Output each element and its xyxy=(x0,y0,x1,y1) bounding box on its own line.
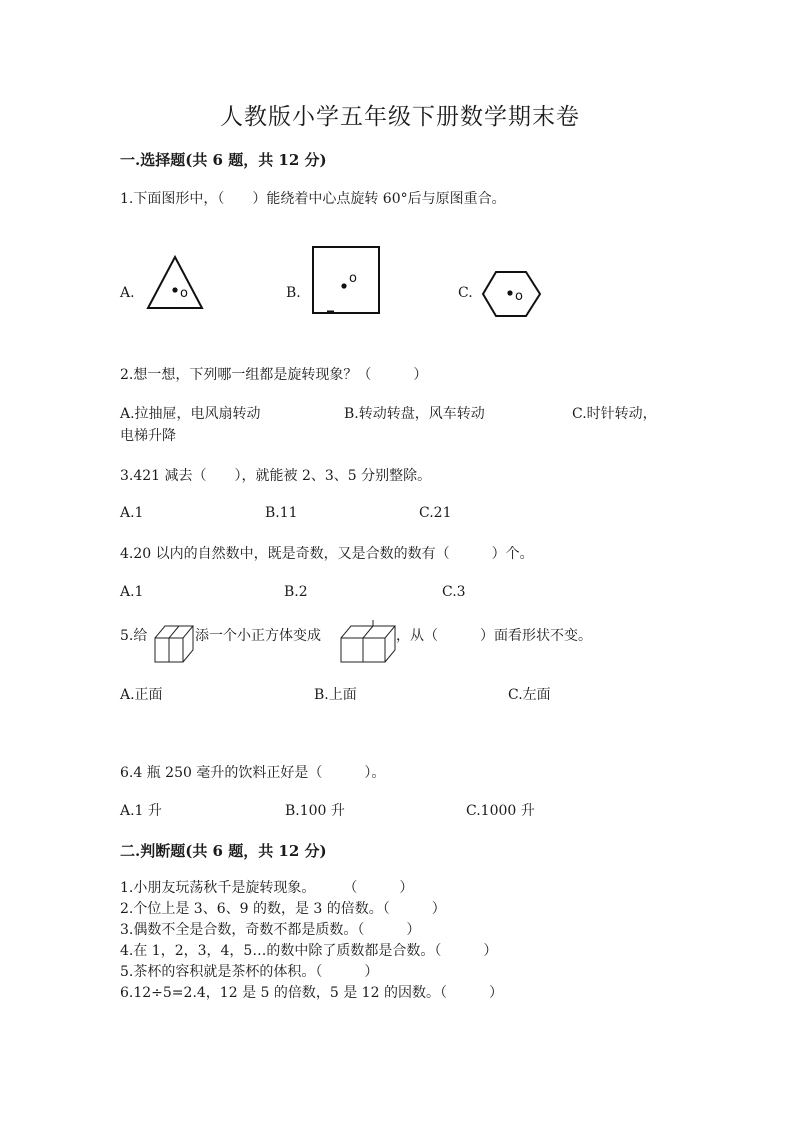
q2-option-a[interactable]: A.拉抽屉，电风扇转动 xyxy=(120,406,261,422)
q5-option-a[interactable]: A.正面 xyxy=(120,687,163,703)
q5-cube-pair-figure xyxy=(154,620,194,664)
judge-item-3[interactable]: 3.偶数不全是合数，奇数不都是质数。（ ） xyxy=(120,922,421,938)
judge-item-5[interactable]: 5.茶杯的容积就是茶杯的体积。（ ） xyxy=(120,964,379,980)
q1-option-b-label[interactable]: B. xyxy=(286,285,301,301)
question-4-text: 4.20 以内的自然数中，既是奇数，又是合数的数有（ ）个。 xyxy=(120,546,534,562)
q1-option-c-label[interactable]: C. xyxy=(458,285,473,301)
question-5-text-start: 5.给 xyxy=(120,628,148,644)
q5-cube-group-figure xyxy=(340,620,396,664)
question-5-text-middle: 添一个小正方体变成 xyxy=(195,628,321,644)
judge-item-1[interactable]: 1.小朋友玩荡秋千是旋转现象。 （ ） xyxy=(120,880,414,896)
q1-b-mark: o xyxy=(349,271,357,286)
q1-hexagon-figure[interactable] xyxy=(482,270,542,320)
section-heading-choice: 一.选择题(共 6 题，共 12 分) xyxy=(120,151,327,169)
q1-a-mark: o xyxy=(180,286,188,301)
judge-item-6[interactable]: 6.12÷5=2.4，12 是 5 的倍数，5 是 12 的因数。（ ） xyxy=(120,985,503,1001)
q1-c-mark: o xyxy=(515,289,523,304)
q4-option-a[interactable]: A.1 xyxy=(120,584,144,600)
q6-option-c[interactable]: C.1000 升 xyxy=(466,803,535,819)
q2-option-b[interactable]: B.转动转盘，风车转动 xyxy=(344,406,485,422)
q4-option-c[interactable]: C.3 xyxy=(442,584,466,600)
q2-option-c[interactable]: C.时针转动， xyxy=(572,406,657,422)
q1-option-a-label[interactable]: A. xyxy=(120,285,135,301)
question-2-text: 2.想一想，下列哪一组都是旋转现象？（ ） xyxy=(120,367,428,383)
judge-item-4[interactable]: 4.在 1，2，3，4，5…的数中除了质数都是合数。（ ） xyxy=(120,943,498,959)
q4-option-b[interactable]: B.2 xyxy=(284,584,308,600)
question-5-text-end: ，从（ ）面看形状不变。 xyxy=(396,628,592,644)
page-title: 人教版小学五年级下册数学期末卷 xyxy=(220,104,580,130)
q2-option-c-continued: 电梯升降 xyxy=(120,428,176,444)
q5-option-c[interactable]: C.左面 xyxy=(508,687,551,703)
section-heading-judgement: 二.判断题(共 6 题，共 12 分) xyxy=(120,842,327,860)
q1-square-figure[interactable] xyxy=(312,246,382,316)
q6-option-b[interactable]: B.100 升 xyxy=(285,803,345,819)
q3-option-a[interactable]: A.1 xyxy=(120,505,144,521)
q3-option-b[interactable]: B.11 xyxy=(265,505,298,521)
question-6-text: 6.4 瓶 250 毫升的饮料正好是（ ）。 xyxy=(120,765,386,781)
q3-option-c[interactable]: C.21 xyxy=(419,505,452,521)
question-3-text: 3.421 减去（ ），就能被 2、3、5 分别整除。 xyxy=(120,468,432,484)
question-1-text: 1.下面图形中，（ ）能绕着中心点旋转 60°后与原图重合。 xyxy=(120,191,506,207)
judge-item-2[interactable]: 2.个位上是 3、6、9 的数，是 3 的倍数。（ ） xyxy=(120,901,446,917)
q5-option-b[interactable]: B.上面 xyxy=(314,687,357,703)
q6-option-a[interactable]: A.1 升 xyxy=(120,803,162,819)
q1-triangle-figure[interactable] xyxy=(145,254,207,312)
